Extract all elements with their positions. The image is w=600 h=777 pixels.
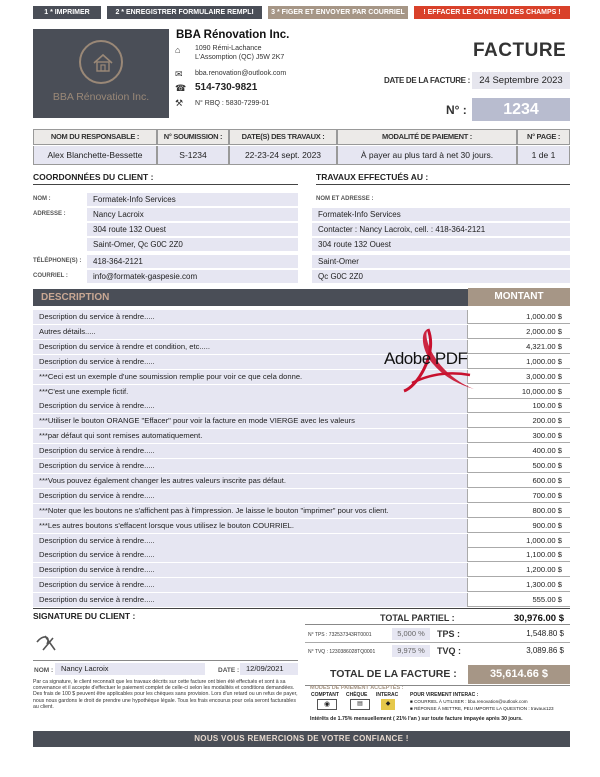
company-logo (33, 29, 169, 118)
adobe-pdf-logo (384, 325, 488, 400)
interac-icon: ◆ (381, 699, 395, 710)
table-row (33, 534, 570, 548)
table-row (33, 444, 570, 458)
sig-nom-label: NOM : (34, 667, 54, 674)
tvq-number: N° TVQ : 1230386028TQ0001 (308, 649, 376, 655)
table-row (33, 593, 570, 607)
sig-date-label: DATE : (218, 667, 240, 674)
table-row (33, 355, 570, 369)
row-description-field[interactable]: Description du service à rendre..... (33, 355, 468, 369)
row-amount-field[interactable]: 1,100.00 $ (526, 550, 562, 560)
row-description-field[interactable]: ***Utiliser le bouton ORANGE "Effacer" pour voir la facture en mode VIERGE avec les valeurs (33, 414, 468, 428)
table-row (33, 489, 570, 503)
interest-note: Intérêts de 1.75% mensuellement ( 21% l'an ) sur toute facture impayée après 30 jours. (310, 716, 523, 722)
soumission-field[interactable]: S-1234 (157, 146, 229, 165)
client-courriel-field[interactable]: info@formatek-gaspesie.com (87, 270, 298, 283)
company-address1: 1090 Rémi-Lachance (195, 45, 262, 52)
header-soumission: N° SOUMISSION : (157, 129, 229, 145)
description-header: DESCRIPTION (33, 289, 468, 306)
row-amount-field[interactable]: 300.00 $ (532, 431, 562, 441)
row-description-field[interactable]: ***C'est une exemple fictif. (33, 385, 468, 399)
header-paiement: MODALITÉ DE PAIEMENT : (337, 129, 517, 145)
cash-icon: ◉ (317, 699, 337, 710)
clear-fields-button[interactable]: ! EFFACER LE CONTENU DES CHAMPS ! (414, 6, 570, 19)
row-description-field[interactable]: Description du service à rendre..... (33, 489, 468, 503)
footer-thanks: NOUS VOUS REMERCIONS DE VOTRE CONFIANCE ! (33, 731, 570, 747)
payment-bullet-answer: ■ RÉPONSE À METTRE, PEU IMPORTE LA QUESTION : travaux123 (410, 706, 554, 711)
tps-rate-field[interactable]: 5,000 % (392, 628, 430, 640)
invoice-date-field[interactable]: 24 Septembre 2023 (472, 72, 570, 89)
company-address2: L'Assomption (QC) J5W 2K7 (195, 54, 285, 61)
table-row (33, 548, 570, 562)
row-amount-field[interactable]: 555.00 $ (532, 595, 562, 605)
grand-total-value: 35,614.66 $ (468, 665, 570, 684)
row-amount-field[interactable]: 1,000.00 $ (526, 356, 562, 366)
row-amount-field[interactable]: 200.00 $ (532, 416, 562, 426)
client-tel-label: TÉLÉPHONE(S) : (33, 258, 82, 264)
travaux-divider (316, 184, 570, 185)
company-email: bba.renovation@outlook.com (195, 70, 287, 77)
client-adresse2-field[interactable]: 304 route 132 Ouest (87, 223, 298, 236)
sig-nom-field[interactable]: Nancy Lacroix (55, 663, 205, 675)
table-row (33, 414, 570, 428)
table-row (33, 504, 570, 518)
cheque-icon: ▤ (350, 699, 370, 710)
tvq-rate-field[interactable]: 9,975 % (392, 645, 430, 657)
row-description-field[interactable]: Description du service à rendre..... (33, 399, 468, 413)
save-form-button[interactable]: 2 * ENREGISTRER FORMULAIRE REMPLI (107, 6, 262, 19)
table-row (33, 459, 570, 473)
client-nom-field[interactable]: Formatek-Info Services (87, 193, 298, 206)
client-adresse3-field[interactable]: Saint-Omer, Qc G0C 2Z0 (87, 238, 298, 251)
totals-divider (33, 608, 570, 609)
row-description-field[interactable]: Description du service à rendre et condition, etc..... (33, 340, 468, 354)
tps-divider (305, 642, 570, 643)
house-icon (79, 40, 123, 84)
row-amount-field[interactable]: 600.00 $ (532, 475, 562, 485)
row-description-field[interactable]: ***Vous pouvez également changer les autres valeurs inscrite pas défaut. (33, 474, 468, 488)
header-responsable: NOM DU RESPONSABLE : (33, 129, 157, 145)
travaux-line5-field[interactable]: Qc G0C 2Z0 (312, 270, 570, 283)
tps-value: 1,548.80 $ (526, 629, 564, 638)
travaux-label: NOM ET ADRESSE : (316, 196, 374, 202)
client-tel-field[interactable]: 418-364-2121 (87, 255, 298, 268)
tvq-label: TVQ : (437, 646, 461, 656)
header-page: N° PAGE : (517, 129, 570, 145)
row-amount-field[interactable]: 700.00 $ (532, 490, 562, 500)
phone-icon: ☎ (175, 83, 187, 93)
client-adresse-label: ADRESSE : (33, 211, 66, 217)
row-description-field[interactable]: ***par défaut qui sont remises automatiquement. (33, 429, 468, 443)
table-row (33, 325, 570, 339)
partial-label: TOTAL PARTIEL : (380, 613, 455, 623)
company-phone: 514-730-9821 (195, 82, 258, 93)
envelope-icon: ✉ (175, 69, 183, 79)
table-row (33, 385, 570, 399)
table-row (33, 429, 570, 443)
responsable-field[interactable]: Alex Blanchette-Bessette (33, 146, 157, 165)
row-amount-field[interactable]: 1,300.00 $ (526, 580, 562, 590)
company-rbq: N° RBQ : 5830-7299-01 (195, 100, 270, 107)
signature-mark[interactable] (33, 630, 93, 654)
logo-text: BBA Rénovation Inc. (52, 91, 150, 103)
row-amount-field[interactable]: 4,321.00 $ (526, 341, 562, 351)
row-amount-field[interactable]: 2,000.00 $ (526, 326, 562, 336)
invoice-number-field[interactable]: 1234 (472, 98, 570, 121)
paiement-field[interactable]: À payer au plus tard à net 30 jours. (337, 146, 517, 165)
row-amount-field[interactable]: 800.00 $ (532, 505, 562, 515)
row-description-field[interactable]: Description du service à rendre..... (33, 310, 468, 324)
adobe-pdf-text: Adobe PDF (384, 349, 468, 368)
dates-field[interactable]: 22-23-24 sept. 2023 (229, 146, 337, 165)
payment-bullet-email: ■ COURRIEL À UTILISER : bba.renovation@outlook.com (410, 699, 528, 704)
row-description-field[interactable]: Description du service à rendre..... (33, 444, 468, 458)
freeze-send-button[interactable]: 3 * FIGER ET ENVOYER PAR COURRIEL (268, 6, 408, 19)
invoice-number-label: N° : (446, 103, 467, 117)
row-description-field[interactable]: ***Les autres boutons s'effacent lorsque vous utilisez le bouton COURRIEL. (33, 519, 468, 533)
travaux-line4-field[interactable]: Saint-Omer (312, 255, 570, 268)
partial-value: 30,976.00 $ (513, 613, 564, 624)
payment-cheque-label: CHÈQUE (346, 692, 368, 698)
table-row (33, 310, 570, 324)
header-dates: DATE(S) DES TRAVAUX : (229, 129, 337, 145)
row-amount-field[interactable]: 500.00 $ (532, 461, 562, 470)
payment-email-text: COURRIEL À UTILISER : bba.renovation@outlook.com (414, 699, 528, 704)
table-row (33, 563, 570, 577)
row-description-field[interactable]: Description du service à rendre..... (33, 593, 468, 607)
row-description-field[interactable]: Description du service à rendre..... (33, 563, 468, 577)
row-description-field[interactable]: ***Ceci est un exemple d'une soumission remplie pour voir ce que cela donne. (33, 370, 468, 384)
table-row (33, 340, 570, 354)
payment-interac-label: INTERAC (376, 692, 399, 698)
row-description-field[interactable]: Description du service à rendre..... (33, 459, 468, 473)
tps-number: N° TPS : 732537343RT0001 (308, 632, 372, 638)
signature-fine-print: Par ca signature, le client reconnaît que les travaux décrits sur cette facture ont bien été effectués et sont à sa convenance et il accepte d'effectuer le paiement complet de celle-ci selon les modalités et conditions demandées. Des frais de 100 $ peuvent être applicables pour les chèques sans provision. Lors d'un retard ou un refus de payer, nous nous gardons le droit de prendre une hypothèque légale. Tous les frais encourus pour cela seront facturables au client. (33, 679, 298, 710)
table-row (33, 578, 570, 592)
invoice-date-label: DATE DE LA FACTURE : (384, 76, 470, 85)
tps-label: TPS : (437, 629, 461, 639)
company-name: BBA Rénovation Inc. (176, 29, 290, 41)
row-amount-field[interactable]: 400.00 $ (532, 446, 562, 456)
table-row (33, 399, 570, 413)
row-amount-field[interactable]: 10,000.00 $ (521, 386, 562, 396)
payment-title: MODES DE PAIEMENT ACCEPTÉS : (310, 685, 404, 691)
row-amount-field[interactable]: 3,000.00 $ (526, 371, 562, 381)
print-button[interactable]: 1 * IMPRIMER (33, 6, 101, 19)
payment-cash-label: COMPTANT (311, 692, 339, 698)
signature-title: SIGNATURE DU CLIENT : (33, 611, 136, 621)
travaux-line1-field[interactable]: Formatek-Info Services (312, 208, 570, 221)
row-amount-field[interactable]: 900.00 $ (532, 520, 562, 530)
travaux-line3-field[interactable]: 304 route 132 Ouest (312, 238, 570, 251)
page-field[interactable]: 1 de 1 (517, 146, 570, 165)
invoice-title: FACTURE (473, 40, 567, 61)
table-row (33, 519, 570, 533)
sig-date-field[interactable]: 12/09/2021 (240, 663, 298, 675)
row-description-field[interactable]: ***Noter que les boutons ne s'affichent pas à l'impression. Je laisse le bouton "imprimer" pour vos client. (33, 504, 468, 518)
tvq-value: 3,089.86 $ (526, 646, 564, 655)
grand-total-label: TOTAL DE LA FACTURE : (330, 668, 457, 680)
table-row (33, 370, 570, 384)
home-icon: ⌂ (175, 45, 181, 55)
travaux-section-title: TRAVAUX EFFECTUÉS AU : (316, 172, 429, 182)
payment-virement-label: POUR VIREMENT INTERAC : (410, 692, 479, 698)
payment-answer-text: RÉPONSE À METTRE, PEU IMPORTE LA QUESTION : travaux123 (414, 706, 554, 711)
row-description-field[interactable]: Description du service à rendre..... (33, 534, 468, 548)
row-description-field[interactable]: Description du service à rendre..... (33, 578, 468, 592)
client-nom-label: NOM : (33, 196, 51, 202)
client-courriel-label: COURRIEL : (33, 273, 68, 279)
client-adresse1-field[interactable]: Nancy Lacroix (87, 208, 298, 221)
row-description-field[interactable]: Autres détails..... (33, 325, 468, 339)
tools-icon: ⚒ (175, 98, 184, 108)
row-amount-field[interactable]: 1,000.00 $ (526, 312, 562, 321)
row-description-field[interactable]: Description du service à rendre..... (33, 548, 468, 562)
client-section-title: COORDONNÉES DU CLIENT : (33, 172, 154, 182)
montant-header: MONTANT (468, 288, 570, 306)
client-divider (33, 184, 298, 185)
signature-line (33, 660, 298, 661)
row-amount-field[interactable]: 1,000.00 $ (526, 535, 562, 545)
row-amount-field[interactable]: 100.00 $ (532, 401, 562, 411)
travaux-line2-field[interactable]: Contacter : Nancy Lacroix, cell. : 418-364-2121 (312, 223, 570, 236)
table-row (33, 474, 570, 488)
row-amount-field[interactable]: 1,200.00 $ (526, 565, 562, 575)
